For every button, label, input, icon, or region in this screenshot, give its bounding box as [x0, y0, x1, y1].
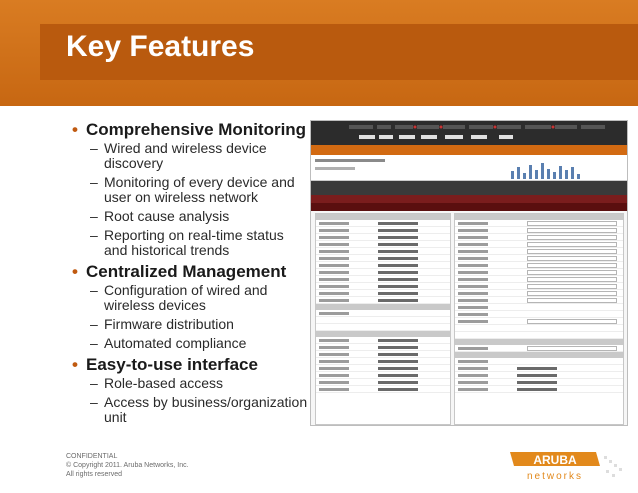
feature-item: – Automated compliance: [72, 336, 308, 351]
row-key: [319, 381, 349, 384]
panel-row: [316, 358, 450, 365]
screenshot-general-panel: [315, 213, 451, 425]
row-key: [319, 374, 349, 377]
panel-row: [455, 248, 623, 255]
row-value: [378, 222, 418, 225]
panel-row: [316, 337, 450, 344]
panel-row: [455, 311, 623, 318]
row-key: [458, 257, 488, 260]
feature-group: [72, 120, 308, 258]
panel-row: [455, 276, 623, 283]
row-value: [378, 285, 418, 288]
row-value: [517, 381, 557, 384]
panel-row: [316, 310, 450, 317]
panel-row: [316, 220, 450, 227]
panel-row: [455, 358, 623, 365]
feature-heading: • Comprehensive Monitoring: [72, 120, 308, 140]
row-value: [378, 299, 418, 302]
row-key: [319, 243, 349, 246]
row-field: [527, 298, 617, 303]
row-value: [378, 360, 418, 363]
row-field: [527, 277, 617, 282]
panel-row: [455, 325, 623, 332]
row-field: [527, 228, 617, 233]
screenshot-topbar: [311, 121, 627, 145]
feature-item: – Configuration of wired and wireless devices: [72, 283, 308, 313]
row-field: [527, 263, 617, 268]
feature-item: – Monitoring of every device and user on wireless network: [72, 175, 308, 205]
row-key: [458, 360, 488, 363]
copyright-text: © Copyright 2011. Aruba Networks, Inc.: [66, 462, 189, 469]
panel-row: [455, 255, 623, 262]
row-key: [319, 222, 349, 225]
row-key: [319, 346, 349, 349]
row-key: [319, 250, 349, 253]
panel-row: [316, 372, 450, 379]
row-field: [527, 270, 617, 275]
row-value: [378, 374, 418, 377]
aruba-logo: [508, 450, 626, 484]
panel-row: [455, 379, 623, 386]
screenshot-chart: [311, 155, 627, 181]
row-key: [458, 278, 488, 281]
screenshot-panels: [311, 211, 627, 426]
row-value: [378, 353, 418, 356]
panel-row: [455, 332, 623, 339]
feature-item: – Wired and wireless device discovery: [72, 141, 308, 171]
row-key: [458, 292, 488, 295]
panel-row: [455, 304, 623, 311]
row-value: [378, 339, 418, 342]
panel-row: [455, 290, 623, 297]
feature-item: – Root cause analysis: [72, 209, 308, 224]
row-field: [527, 284, 617, 289]
row-key: [319, 271, 349, 274]
panel-row: [455, 365, 623, 372]
panel-row: [455, 372, 623, 379]
row-key: [319, 388, 349, 391]
row-key: [458, 264, 488, 267]
slide-header: [0, 0, 638, 106]
screenshot-subtabs: [311, 203, 627, 211]
row-field: [527, 221, 617, 226]
confidential-notice: [66, 452, 189, 479]
row-key: [458, 381, 488, 384]
row-value: [378, 292, 418, 295]
row-value: [378, 243, 418, 246]
panel-row: [316, 386, 450, 393]
row-key: [458, 229, 488, 232]
panel-row: [316, 344, 450, 351]
panel-row: [316, 262, 450, 269]
row-value: [378, 229, 418, 232]
panel-row: [316, 227, 450, 234]
panel-row: [316, 248, 450, 255]
rights-text: All rights reserved: [66, 471, 123, 478]
panel-row: [455, 262, 623, 269]
row-key: [458, 299, 488, 302]
row-key: [319, 360, 349, 363]
panel-row: [316, 324, 450, 331]
row-key: [458, 320, 488, 323]
row-key: [458, 374, 488, 377]
panel-row: [316, 351, 450, 358]
feature-heading: • Centralized Management: [72, 262, 308, 282]
row-key: [458, 285, 488, 288]
panel-row: [455, 297, 623, 304]
row-key: [319, 299, 349, 302]
row-value: [378, 388, 418, 391]
row-key: [319, 367, 349, 370]
row-field: [527, 346, 617, 351]
slide-title: Key Features: [66, 30, 255, 63]
panel-row: [455, 227, 623, 234]
panel-row: [455, 220, 623, 227]
row-value: [378, 346, 418, 349]
panel-row: [455, 269, 623, 276]
row-key: [319, 312, 349, 315]
panel-row: [455, 234, 623, 241]
panel-row: [316, 255, 450, 262]
row-key: [458, 222, 488, 225]
screenshot-toolbar: [311, 181, 627, 195]
row-key: [319, 353, 349, 356]
feature-item: – Firmware distribution: [72, 317, 308, 332]
row-value: [378, 236, 418, 239]
panel-row: [455, 241, 623, 248]
row-key: [458, 367, 488, 370]
panel-row: [455, 318, 623, 325]
row-key: [458, 271, 488, 274]
logo-wordmark: ARUBA: [533, 453, 577, 467]
row-key: [458, 306, 488, 309]
confidential-label: CONFIDENTIAL: [66, 453, 118, 460]
feature-group: [72, 262, 308, 351]
panel-row: [316, 269, 450, 276]
row-field: [527, 291, 617, 296]
panel-row: [316, 317, 450, 324]
panel-row: [316, 297, 450, 304]
row-key: [319, 285, 349, 288]
screenshot-nav: [311, 145, 627, 155]
row-value: [378, 381, 418, 384]
panel-row: [455, 386, 623, 393]
panel-row: [316, 379, 450, 386]
row-value: [378, 367, 418, 370]
row-field: [527, 242, 617, 247]
row-field: [527, 256, 617, 261]
row-key: [458, 388, 488, 391]
feature-item: – Reporting on real-time status and historical trends: [72, 228, 308, 258]
panel-row: [316, 365, 450, 372]
screenshot-tabs: [311, 195, 627, 203]
panel-row: [316, 241, 450, 248]
row-key: [458, 313, 488, 316]
row-field: [527, 319, 617, 324]
row-value: [378, 250, 418, 253]
row-value: [517, 388, 557, 391]
panel-row: [316, 290, 450, 297]
row-key: [319, 257, 349, 260]
panel-row: [316, 276, 450, 283]
row-field: [527, 235, 617, 240]
screenshot-status-chips: [349, 123, 625, 143]
feature-heading: • Easy-to-use interface: [72, 355, 308, 375]
row-key: [319, 236, 349, 239]
panel-row: [316, 283, 450, 290]
row-key: [458, 236, 488, 239]
row-value: [378, 278, 418, 281]
row-key: [458, 250, 488, 253]
row-value: [378, 264, 418, 267]
feature-item: – Role-based access: [72, 376, 308, 391]
logo-subtext: networks: [526, 471, 584, 482]
feature-list: [72, 120, 308, 429]
panel-row: [455, 283, 623, 290]
product-screenshot: [310, 120, 628, 426]
feature-group: [72, 355, 308, 425]
row-field: [527, 249, 617, 254]
row-key: [319, 264, 349, 267]
row-value: [378, 271, 418, 274]
panel-row: [455, 345, 623, 352]
row-key: [319, 229, 349, 232]
row-key: [319, 278, 349, 281]
row-value: [517, 374, 557, 377]
panel-row: [316, 234, 450, 241]
feature-item: – Access by business/organization unit: [72, 395, 308, 425]
row-value: [378, 257, 418, 260]
row-key: [319, 339, 349, 342]
screenshot-settings-panel: [454, 213, 624, 425]
row-key: [458, 243, 488, 246]
row-key: [319, 292, 349, 295]
row-value: [517, 367, 557, 370]
row-key: [458, 347, 488, 350]
